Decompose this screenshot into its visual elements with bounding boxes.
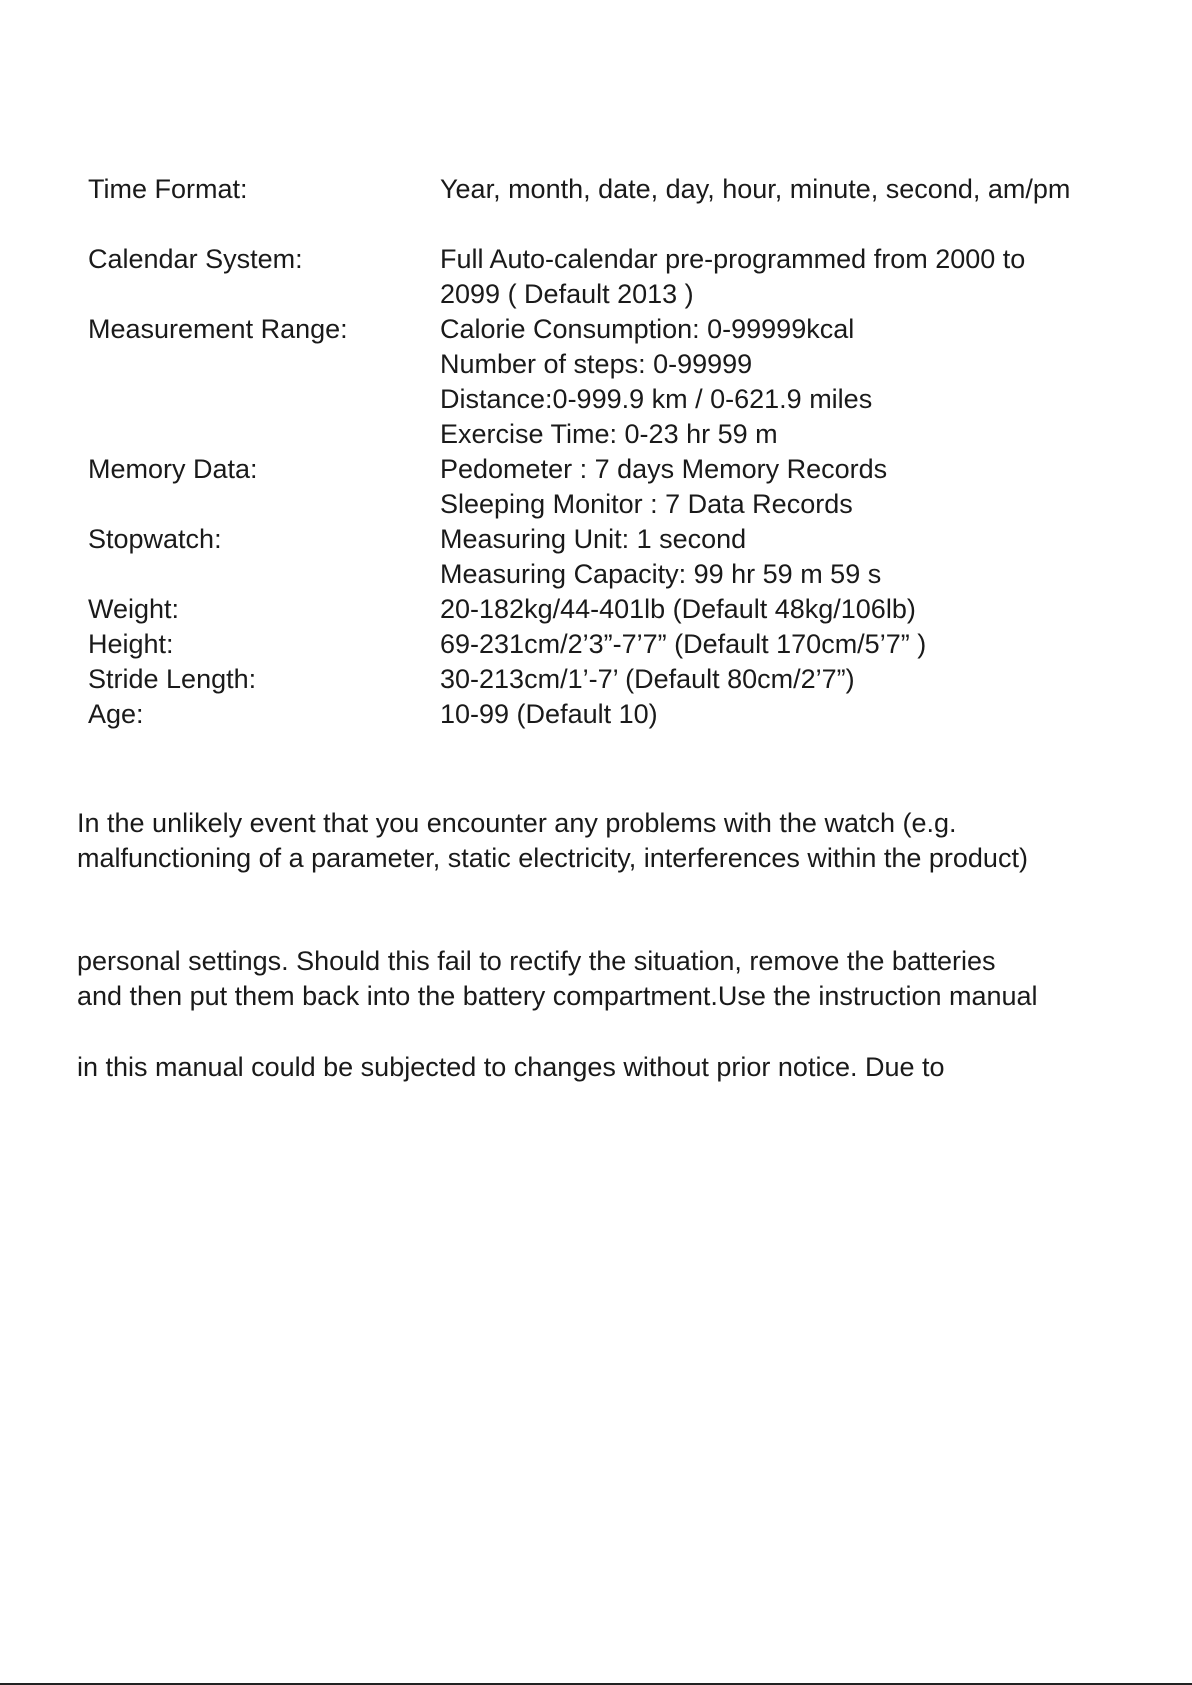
reset-line-1: personal settings. Should this fail to rectify the situation, remove the batteries [77, 946, 996, 976]
spec-value: Calorie Consumption: 0-99999kcal [440, 314, 855, 344]
spec-value: Measuring Unit: 1 second [440, 524, 747, 554]
spec-values [440, 662, 855, 697]
spec-label: Measurement Range: [88, 314, 348, 344]
spec-value: Measuring Capacity: 99 hr 59 m 59 s [440, 559, 882, 589]
spec-value: 69-231cm/2’3”-7’7” (Default 170cm/5’7” ) [440, 629, 927, 659]
spec-label: Weight: [88, 594, 180, 624]
spec-values [440, 242, 1025, 312]
spec-value: Number of steps: 0-99999 [440, 349, 753, 379]
troubleshoot-line-1: In the unlikely event that you encounter any problems with the watch (e.g. [77, 808, 957, 838]
spec-value: Year, month, date, day, hour, minute, second, am/pm [440, 174, 1071, 204]
spec-values [440, 627, 926, 662]
spec-label: Calendar System: [88, 244, 303, 274]
reset-line-2: and then put them back into the battery compartment.Use the instruction manual [77, 981, 1038, 1011]
spec-values [440, 592, 916, 627]
troubleshoot-line-2: malfunctioning of a parameter, static electricity, interferences within the product) [77, 843, 1028, 873]
spec-value: 10-99 (Default 10) [440, 699, 658, 729]
spec-values [440, 522, 881, 592]
spec-value: 20-182kg/44-401lb (Default 48kg/106lb) [440, 594, 916, 624]
spec-values [440, 312, 872, 452]
spec-value: 2099 ( Default 2013 ) [440, 279, 694, 309]
spec-label: Memory Data: [88, 454, 258, 484]
spec-values [440, 697, 658, 732]
spec-label: Stopwatch: [88, 524, 222, 554]
spec-label: Time Format: [88, 174, 248, 204]
spec-label: Height: [88, 629, 174, 659]
spec-value: Distance:0-999.9 km / 0-621.9 miles [440, 384, 873, 414]
spec-label: Stride Length: [88, 664, 257, 694]
spec-values [440, 172, 1070, 207]
spec-values [440, 452, 887, 522]
spec-value: Full Auto-calendar pre-programmed from 2000 to [440, 244, 1026, 274]
spec-value: 30-213cm/1’-7’ (Default 80cm/2’7”) [440, 664, 855, 694]
spec-value: Exercise Time: 0-23 hr 59 m [440, 419, 778, 449]
spec-value: Sleeping Monitor : 7 Data Records [440, 489, 853, 519]
notice-line-1: in this manual could be subjected to changes without prior notice. Due to [77, 1052, 945, 1082]
spec-label: Age: [88, 699, 144, 729]
spec-value: Pedometer : 7 days Memory Records [440, 454, 888, 484]
